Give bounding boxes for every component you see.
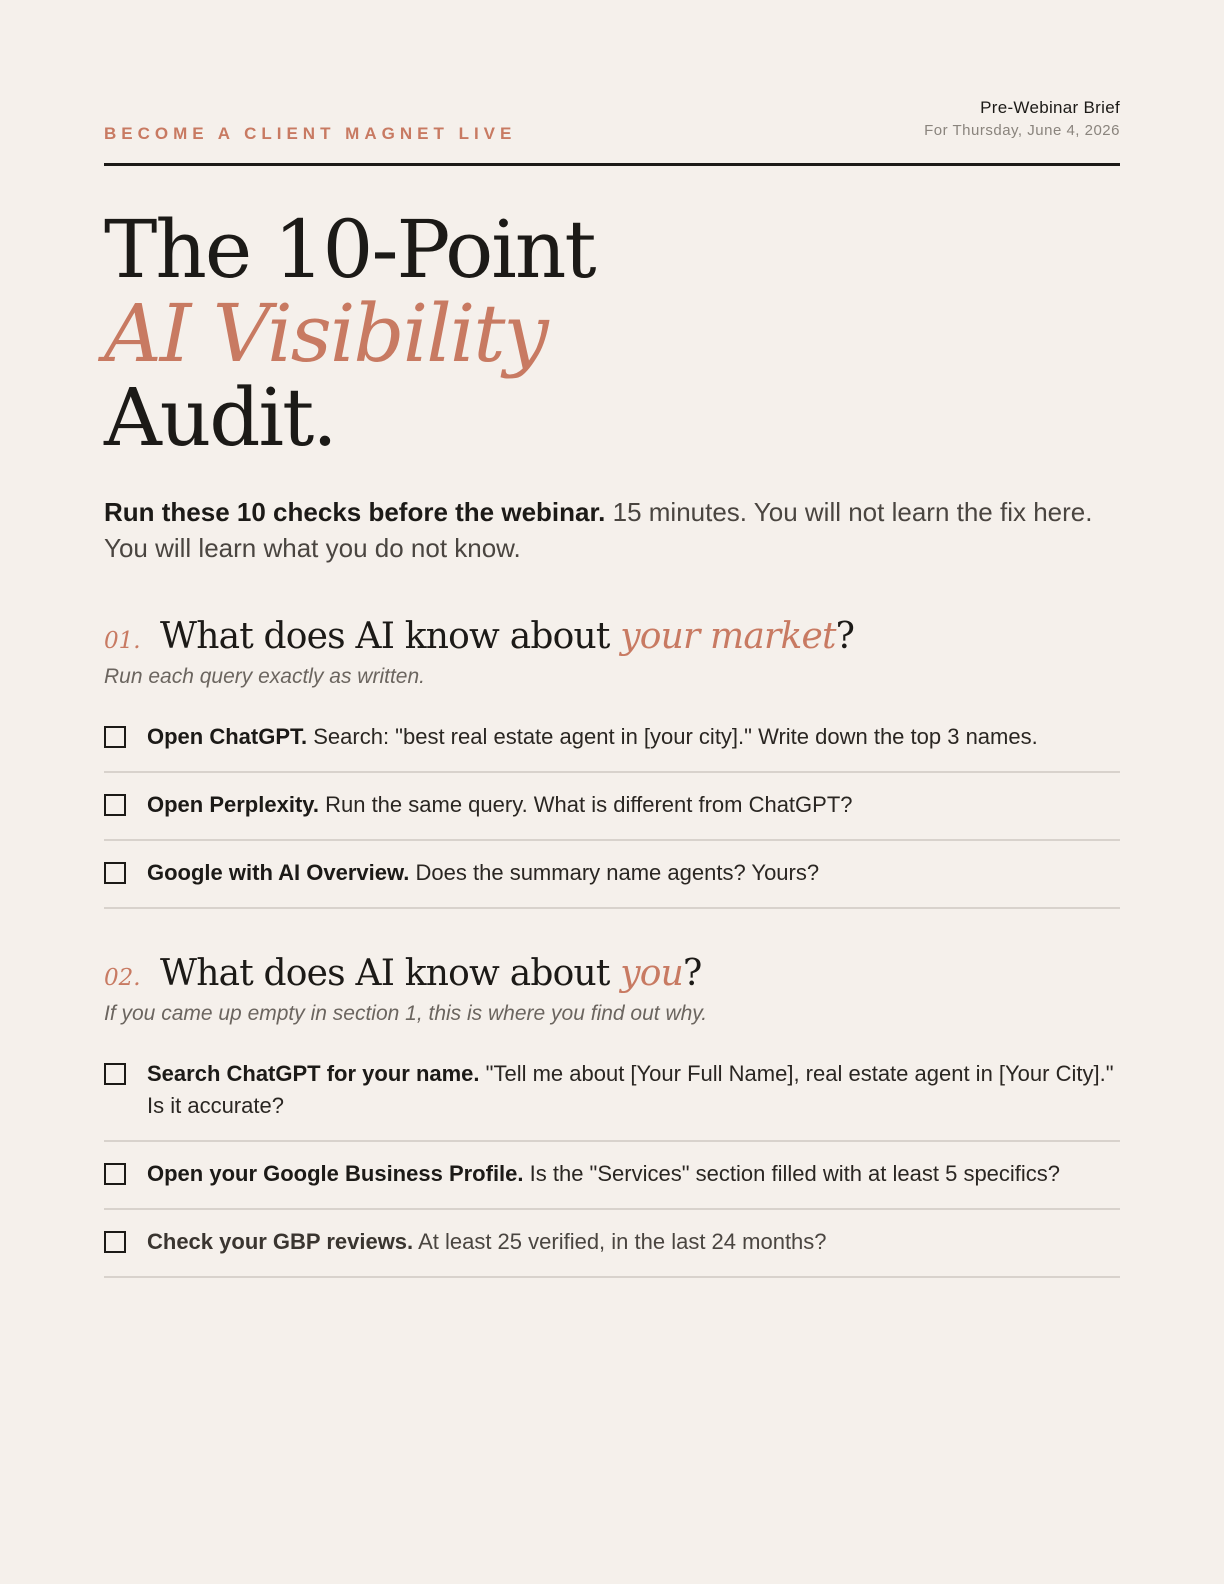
checkbox[interactable] xyxy=(104,1163,126,1185)
item-text: Does the summary name agents? Yours? xyxy=(409,860,820,885)
section-subtitle: If you came up empty in section 1, this is where you find out why. xyxy=(104,1002,708,1025)
intro-paragraph xyxy=(104,494,1120,566)
section-title-accent: you xyxy=(620,953,683,994)
section-heading xyxy=(104,616,1120,657)
section-heading xyxy=(104,953,1120,994)
section-title-suffix: ? xyxy=(683,953,702,994)
item-text: At least 25 verified, in the last 24 months? xyxy=(413,1229,827,1254)
checklist-item xyxy=(104,1210,1120,1278)
checklist-item xyxy=(104,1142,1120,1210)
brief-title: Pre-Webinar Brief xyxy=(980,98,1120,117)
checkbox[interactable] xyxy=(104,726,126,748)
section-you xyxy=(104,953,1120,1278)
intro-rest: 15 minutes. You will not learn the fix here. You will learn what you do not know. xyxy=(104,497,1093,563)
title-line-3: Audit. xyxy=(104,371,336,464)
item-text: "Tell me about [Your Full Name], real estate agent in [Your City]." Is it accurate? xyxy=(147,1061,1114,1118)
item-text: Search: "best real estate agent in [your city]." Write down the top 3 names. xyxy=(307,724,1038,749)
item-bold: Search ChatGPT for your name. xyxy=(147,1061,480,1086)
page-title xyxy=(104,203,1120,464)
item-bold: Open your Google Business Profile. xyxy=(147,1161,524,1186)
audit-page xyxy=(104,0,1120,1278)
section-title xyxy=(160,953,702,994)
section-title-prefix: What does AI know about xyxy=(160,616,621,657)
section-title xyxy=(160,616,854,657)
item-text: Run the same query. What is different from ChatGPT? xyxy=(318,792,853,817)
checklist-item xyxy=(104,1048,1120,1142)
item-bold: Open ChatGPT. xyxy=(147,724,308,749)
item-bold: Check your GBP reviews. xyxy=(147,1229,414,1254)
checkbox[interactable] xyxy=(104,862,126,884)
checklist-item-text xyxy=(147,721,1038,753)
checkbox[interactable] xyxy=(104,1063,126,1085)
checkbox[interactable] xyxy=(104,1231,126,1253)
title-line-2: AI Visibility xyxy=(104,287,547,380)
section-number: 02. xyxy=(104,965,141,991)
section-title-accent: your market xyxy=(620,616,836,657)
checklist-item-text xyxy=(147,1158,1060,1190)
item-bold: Open Perplexity. xyxy=(147,792,319,817)
checklist-item xyxy=(104,711,1120,773)
checklist-item xyxy=(104,773,1120,841)
title-line-1: The 10-Point xyxy=(104,203,595,296)
checklist xyxy=(104,1048,1120,1278)
checklist xyxy=(104,711,1120,909)
section-number: 01. xyxy=(104,628,141,654)
section-title-prefix: What does AI know about xyxy=(160,953,621,994)
page-header xyxy=(104,0,1120,166)
item-bold: Google with AI Overview. xyxy=(147,860,410,885)
brief-info xyxy=(924,98,1120,139)
checklist-item-text xyxy=(147,857,819,889)
checklist-item-text xyxy=(147,1058,1120,1122)
section-title-suffix: ? xyxy=(835,616,855,657)
brand-label: BECOME A CLIENT MAGNET LIVE xyxy=(104,124,517,143)
item-text: Is the "Services" section filled with at least 5 specifics? xyxy=(523,1161,1061,1186)
section-subtitle: Run each query exactly as written. xyxy=(104,665,425,688)
brief-date: For Thursday, June 4, 2026 xyxy=(924,122,1120,139)
intro-bold: Run these 10 checks before the webinar. xyxy=(104,497,606,527)
checklist-item-text xyxy=(147,789,853,821)
section-market xyxy=(104,616,1120,909)
checklist-item xyxy=(104,841,1120,909)
checkbox[interactable] xyxy=(104,794,126,816)
checklist-item-text xyxy=(147,1226,827,1258)
